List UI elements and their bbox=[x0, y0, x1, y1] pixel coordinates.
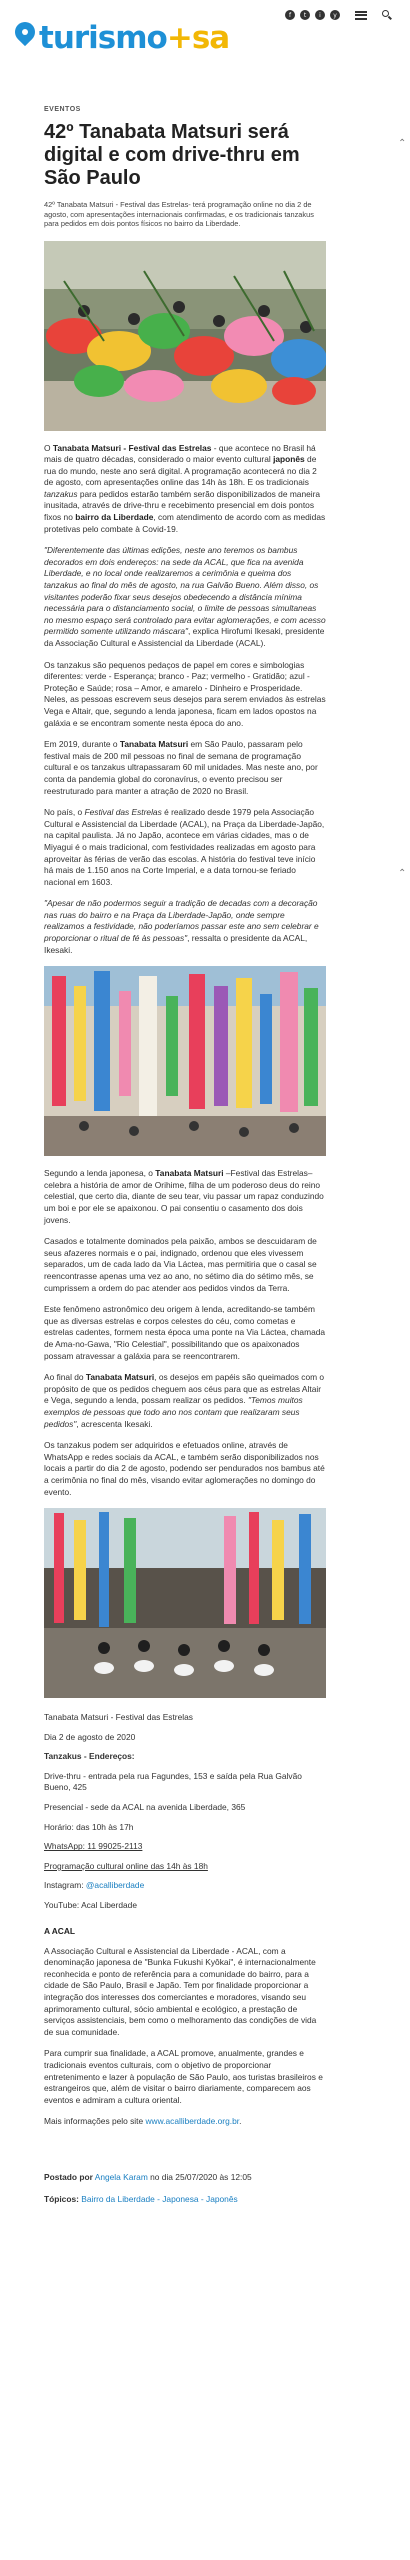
facebook-icon[interactable]: f bbox=[285, 10, 295, 20]
parade-photo-image bbox=[44, 1508, 326, 1698]
author-link[interactable]: Angela Karam bbox=[94, 2171, 148, 2182]
chevron-up-icon[interactable]: ⌃ bbox=[398, 868, 407, 879]
hamburger-menu-icon[interactable] bbox=[355, 11, 367, 20]
parade-photo bbox=[44, 1508, 326, 1698]
paragraph-online: Os tanzakus podem ser adquiridos e efetuados online, através de WhatsApp e redes sociais da ACAL, e também serão disponibilizados nos locais a partir do dia 2 de agosto, podendo ser pendurados nos bambus até a cerimônia no final do mês, visando evitar aglomerações no domingo do evento. bbox=[44, 1440, 325, 1497]
bamboo-decorations-photo bbox=[44, 966, 326, 1156]
location-pin-icon bbox=[12, 22, 38, 54]
instagram-link[interactable]: @acalliberdade bbox=[85, 1880, 145, 1891]
youtube-icon[interactable]: y bbox=[330, 10, 340, 20]
drive-thru-address: Drive-thru - entrada pela rua Fagundes, 153 e saída pela Rua Galvão Bueno, 425 bbox=[44, 1770, 302, 1793]
article-title: 42º Tanabata Matsuri será digital e com drive-thru em São Paulo bbox=[44, 121, 300, 189]
site-logo[interactable] bbox=[12, 22, 229, 54]
paragraph-2019: Em 2019, durante o Tanabata Matsuri em São Paulo, passaram pelo festival mais de 200 mil pessoas no final de semana de programação cultural e os tanzakus ultrapassaram 60 mil unidades. Mas neste ano, por conta da pandemia global do coronavírus, o evento precisou ser reestruturado para manter a atração de 2020 no Brasil. bbox=[44, 739, 318, 796]
addresses-label: Tanzakus - Endereços: bbox=[44, 1751, 135, 1762]
paragraph-married: Casados e totalmente dominados pela paixão, ambos se descuidaram de seus afazeres normais e o pai, indignado, ordenou que eles vivessem separados, um de cada lado da Via Láctea, mas permitiria que o casal se reencontrasse apenas uma vez ao ano, no sétimo dia do sétimo mês, se cumprissem a ordem do pac atender aos pedidos vindos da Terra. bbox=[44, 1236, 317, 1293]
paragraph-quote-ikesaki: "Diferentemente das últimas edições, neste ano teremos os bambus decorados em dois endereços: na sede da ACAL, que fica na avenida Liberdade, e no local onde realizaremos a cerimônia e queima dos tanzakus ao final do mês de agosto, na rua Galvão Bueno. Além disso, os visitantes poderão fixar seus desejos obedecendo a distância mínima necessária para o distanciamento social, o limite de pessoas simultaneas no mesmo espaço será controlado para evitar aglomerações, e com acesso permitido somente utilizando máscara", explica Hirofumi Ikesaki, presidente da Associação Cultural e Assistencial da Liberdade (ACAL). bbox=[44, 545, 326, 648]
acal-more-info: Mais informações pelo site www.acalliberdade.org.br. bbox=[44, 2116, 242, 2127]
programacao-link[interactable]: Programação cultural online das 14h às 18h bbox=[44, 1860, 208, 1871]
acal-heading: A ACAL bbox=[44, 1925, 76, 1936]
article bbox=[44, 106, 326, 2204]
chevron-up-icon[interactable]: ⌃ bbox=[398, 138, 407, 149]
acal-website-link[interactable]: www.acalliberdade.org.br bbox=[145, 2116, 240, 2127]
paragraph-legend: Segundo a lenda japonesa, o Tanabata Matsuri –Festival das Estrelas– celebra a história de amor de Orihime, filha de um poderoso deus do reino celestial, que certo dia, diante de seu tear, viu passar um rapaz conduzindo um boi e por ele se apaixonou. O pai consentiu o casamento dos dois jovens. bbox=[44, 1168, 324, 1225]
posted-by: Postado por Angela Karam no dia 25/07/2020 às 12:05 bbox=[44, 2171, 252, 2182]
youtube-line: YouTube: Acal Liberdade bbox=[44, 1900, 137, 1911]
article-lead: 42º Tanabata Matsuri - Festival das Estrelas- terá programação online no dia 2 de agosto, com apresentações internacionais confirmadas, e os tradicionais tanzakus para pedidos em dois pontos físicos no bairro da Liberdade. bbox=[44, 200, 314, 228]
paragraph-intro: O Tanabata Matsuri - Festival das Estrelas - que acontece no Brasil há mais de quatro décadas, considerado o maior evento cultural japonês de rua do mundo, neste ano será digital. A programação acontecerá no dia 2 de agosto, com apresentações online das 14h às 18h. E os tradicionais tanzakus para pedidos estarão também serão disponibilizados de maneira inusitada, através de drive-thru e recebimento presencial em dois pontos fixos no bairro da Liberdade, com atendimento de acordo com as medidas protetivas pelo combate à Covid-19. bbox=[44, 442, 326, 534]
topics-links[interactable]: Bairro da Liberdade - Japonesa - Japonês bbox=[81, 2193, 238, 2204]
dancers-photo-image bbox=[44, 241, 326, 431]
presencial-address: Presencial - sede da ACAL na avenida Liberdade, 365 bbox=[44, 1802, 246, 1813]
paragraph-history: No país, o Festival das Estrelas é realizado desde 1979 pela Associação Cultural e Assistencial da Liberdade (ACAL), na Praça da Liberdade-Japão, na capital paulista. Já no Japão, acontece em várias cidades, mas o de Miyagui é o mais tradicional, com festividades realizadas em agosto para aproveitar às férias de verão das escolas. A história do festival teve início há mais de 1.150 anos na Corte Imperial, e a data tornou-se feriado nacional em 1603. bbox=[44, 807, 325, 887]
instagram-line: Instagram: @acalliberdade bbox=[44, 1880, 145, 1891]
paragraph-burning: Ao final do Tanabata Matsuri, os desejos em papéis são queimados com o propósito de que os pedidos cheguem aos céus para que as estrelas Altair e Vega, segundo a lenda, possam realizar os pedidos. "Temos muitos exemplos de pessoas que todo ano nos contam que realizaram seus pedidos", acrescenta Ikesaki. bbox=[44, 1372, 325, 1429]
event-hours: Horário: das 10h às 17h bbox=[44, 1821, 134, 1832]
whatsapp-link[interactable]: WhatsApp: 11 99025-2113 bbox=[44, 1841, 143, 1852]
acal-paragraph-2: Para cumprir sua finalidade, a ACAL promove, anualmente, grandes e tradicionais eventos culturais, com o objetivo de proporcionar entretenimento e lazer à população de São Paulo, aos turistas brasileiros e estrangeiros que, além de visitar o bairro diariamente, comparecem aos eventos e admiram a cultura oriental. bbox=[44, 2048, 323, 2105]
instagram-icon[interactable]: i bbox=[315, 10, 325, 20]
event-title: Tanabata Matsuri - Festival das Estrelas bbox=[44, 1712, 193, 1723]
acal-paragraph-1: A Associação Cultural e Assistencial da Liberdade - ACAL, com a denominação japonesa de "Bunka Fukushi Kyôkai", é internacionalmente reconhecida e ponto de referência para a comunidade do bairro, para a cidade de São Paulo, Brasil e Japão. Tem por finalidade proporcionar a integração dos interesses dos comerciantes e moradores, visando seu aprimoramento cultural, sócio ambiental e ecológico, a prestação de serviços assistenciais, bem como o melhoramento das condições de vida de sua comunidade. bbox=[44, 1945, 317, 2037]
event-date: Dia 2 de agosto de 2020 bbox=[44, 1731, 136, 1742]
logo-text: turismo+sa bbox=[39, 20, 230, 56]
event-info bbox=[44, 1712, 326, 1912]
paragraph-quote-tradition: "Apesar de não podermos seguir a tradição de decadas com a decoração nas ruas do bairro e na Praça da Liberdade-Japão, onde sempre realizamos a festividade, não poderíamos passar este ano sem celebrar e proporcionar o ritual de fé às pessoas", ressalta o presidente da ACAL, Ikesaki. bbox=[44, 898, 319, 955]
logo-plus: + bbox=[166, 20, 192, 56]
dancers-photo bbox=[44, 241, 326, 431]
article-category[interactable]: EVENTOS bbox=[44, 106, 81, 113]
twitter-icon[interactable]: t bbox=[300, 10, 310, 20]
topics: Tópicos: Bairro da Liberdade - Japonesa - Japonês bbox=[44, 2193, 238, 2204]
paragraph-phenomenon: Este fenômeno astronômico deu origem à lenda, acreditando-se também que as diversas estrelas e corpos celestes do céu, como cometas e estrelas cadentes, formem nesta época uma ponte na Via Láctea, chamada de Ama-no-Gawa, "Rio Celestial", possibilitando que os apaixonados possam atravessar a galáxia para se reencontrarem. bbox=[44, 1304, 326, 1361]
paragraph-tanzakus: Os tanzakus são pequenos pedaços de papel em cores e simbologias diferentes: verde - Esperança; branco - Paz; vermelho - Gratidão; azul - Proteção e Saúde; rosa – Amor, e amarelo - Dinheiro e Prosperidade. Neles, as pessoas escrevem seus desejos para serem enviados às estrelas Vega e Altair, que, segundo a lenda japonesa, ficam em lados opostos na galáxia e se encontram somente nesta época do ano. bbox=[44, 659, 326, 728]
site-header bbox=[0, 0, 410, 100]
bamboo-decorations-image bbox=[44, 966, 326, 1156]
search-icon[interactable] bbox=[382, 10, 392, 20]
header-actions bbox=[285, 10, 392, 20]
